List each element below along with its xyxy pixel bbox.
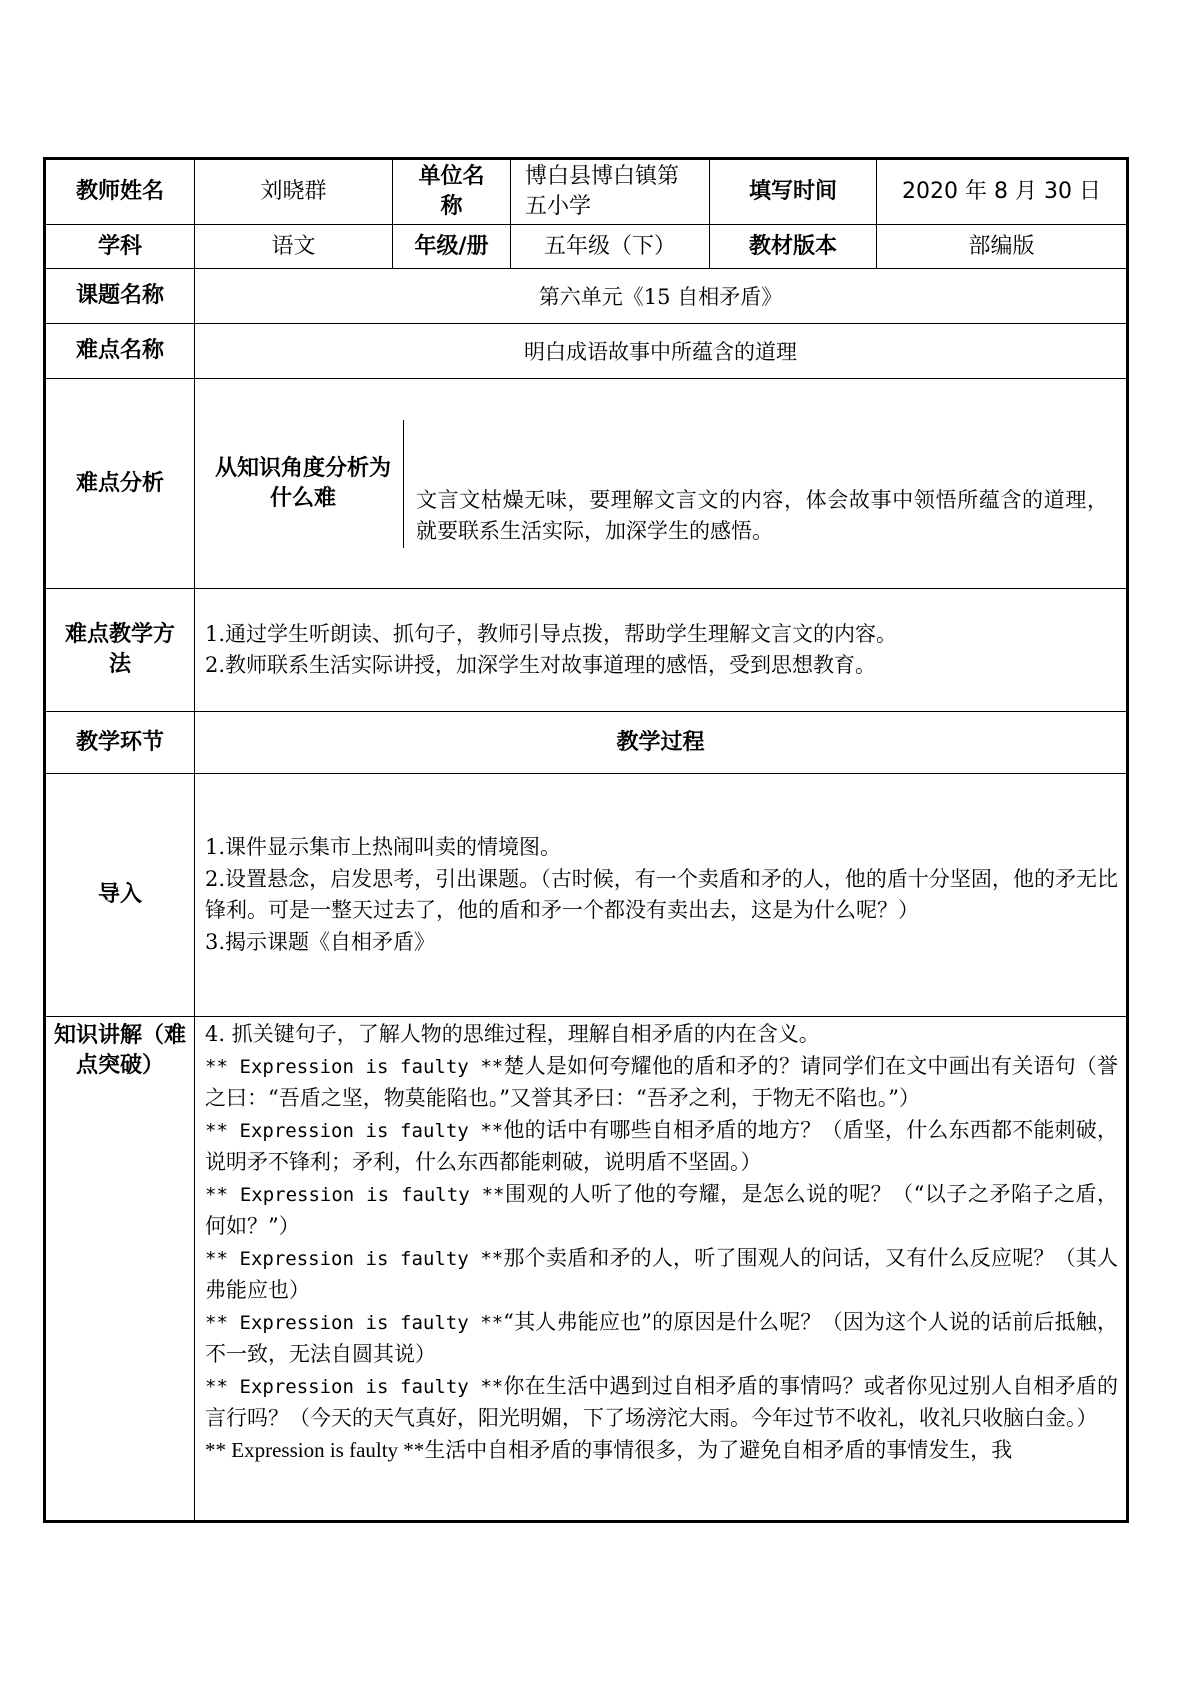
- unit-label-line-1: 单位名: [418, 164, 485, 189]
- knowledge-content: [195, 1017, 1128, 1522]
- date-label: 填写时间: [710, 159, 877, 225]
- header-row-1: [45, 159, 1128, 225]
- header-row-2: [45, 225, 1128, 269]
- edition-value: 部编版: [877, 225, 1128, 269]
- method-line-1: 1.通过学生听朗读、抓句子，教师引导点拨，帮助学生理解文言文的内容。: [205, 621, 898, 646]
- unit-value-line-1: 博白县博白镇第: [525, 164, 680, 189]
- intro-line-2: 2.设置悬念，启发思考，引出课题。（古时候，有一个卖盾和矛的人，他的盾十分坚固，他的矛无比锋利。可是一整天过去了，他的盾和矛一个都没有卖出去，这是为什么呢？）: [205, 866, 1118, 922]
- topic-label: 课题名称: [45, 269, 195, 324]
- analysis-text: 文言文枯燥无味，要理解文言文的内容，体会故事中领悟所蕴含的道理，就要联系生活实际，加深学生的感悟。: [416, 487, 1108, 543]
- difficulty-label: 难点名称: [45, 324, 195, 379]
- difficulty-row: [45, 324, 1128, 379]
- grade-label: 年级/册: [393, 225, 511, 269]
- knowledge-marker: ** Expression is faulty **: [205, 1375, 504, 1398]
- method-content: [195, 589, 1128, 712]
- analysis-sub-label: 从知识角度分析为什么难: [203, 420, 404, 548]
- subject-value: 语文: [195, 225, 393, 269]
- date-value: 2020 年 8 月 30 日: [877, 159, 1128, 225]
- knowledge-item-text: 他的话中有哪些自相矛盾的地方？（盾坚，什么东西都不能刺破，说明矛不锋利；矛利，什么东西都能刺破，说明盾不坚固。）: [205, 1117, 1118, 1174]
- knowledge-marker: ** Expression is faulty **: [205, 1247, 504, 1270]
- method-label: 难点教学方法: [45, 589, 195, 712]
- process-value: 教学过程: [195, 712, 1128, 774]
- knowledge-marker: ** Expression is faulty **: [205, 1183, 505, 1206]
- grade-value: 五年级（下）: [511, 225, 710, 269]
- knowledge-item: [205, 1371, 1118, 1435]
- knowledge-marker: ** Expression is faulty **: [205, 1119, 504, 1142]
- unit-label-line-2: 称: [440, 194, 463, 219]
- edition-label: 教材版本: [710, 225, 877, 269]
- knowledge-marker: ** Expression is faulty **: [205, 1311, 504, 1334]
- topic-row: [45, 269, 1128, 324]
- intro-line-3: 3.揭示课题《自相矛盾》: [205, 929, 436, 954]
- knowledge-item-text: 那个卖盾和矛的人，听了围观人的问话，又有什么反应呢？（其人弗能应也）: [205, 1245, 1118, 1302]
- knowledge-item: [205, 1179, 1118, 1243]
- intro-row: [45, 774, 1128, 1017]
- knowledge-item-text: 楚人是如何夸耀他的盾和矛的？请同学们在文中画出有关语句（誉之曰：“吾盾之坚，物莫能陷也。”又誉其矛曰：“吾矛之利，于物无不陷也。”）: [205, 1053, 1118, 1110]
- intro-label: 导入: [45, 774, 195, 1017]
- teacher-label: 教师姓名: [45, 159, 195, 225]
- knowledge-marker: ** Expression is faulty **: [205, 1437, 425, 1462]
- intro-content: [195, 774, 1128, 1017]
- knowledge-first-line: 4. 抓关键句子，了解人物的思维过程，理解自相矛盾的内在含义。: [205, 1022, 820, 1046]
- process-header-row: [45, 712, 1128, 774]
- method-line-2: 2.教师联系生活实际讲授，加深学生对故事道理的感悟，受到思想教育。: [205, 653, 877, 677]
- analysis-row: [45, 379, 1128, 589]
- knowledge-item-text: 围观的人听了他的夸耀，是怎么说的呢？（“以子之矛陷子之盾，何如？”）: [205, 1181, 1119, 1238]
- method-row: [45, 589, 1128, 712]
- teacher-value: 刘晓群: [195, 159, 393, 225]
- knowledge-item-text: 生活中自相矛盾的事情很多，为了避免自相矛盾的事情发生，我: [424, 1437, 1013, 1462]
- unit-label: [393, 159, 511, 225]
- knowledge-item: [205, 1051, 1118, 1115]
- difficulty-value: 明白成语故事中所蕴含的道理: [195, 324, 1128, 379]
- knowledge-item-text: 你在生活中遇到过自相矛盾的事情吗？或者你见过别人自相矛盾的言行吗？（今天的天气真好，阳光明媚，下了场滂沱大雨。今年过节不收礼，收礼只收脑白金。）: [205, 1373, 1118, 1430]
- unit-value: [511, 159, 710, 225]
- knowledge-item: [205, 1307, 1118, 1371]
- knowledge-label: 知识讲解（难点突破）: [45, 1017, 195, 1522]
- analysis-cell: [195, 379, 1128, 589]
- lesson-plan-table: [43, 157, 1129, 1523]
- knowledge-row: [45, 1017, 1128, 1522]
- unit-value-line-2: 五小学: [525, 194, 592, 219]
- knowledge-item: [205, 1115, 1118, 1179]
- intro-line-1: 1.课件显示集市上热闹叫卖的情境图。: [205, 835, 562, 859]
- topic-value: 第六单元《15 自相矛盾》: [195, 269, 1128, 324]
- knowledge-item-text: “其人弗能应也”的原因是什么呢？（因为这个人说的话前后抵触，不一致，无法自圆其说）: [205, 1309, 1118, 1366]
- knowledge-marker: ** Expression is faulty **: [205, 1055, 504, 1078]
- subject-label: 学科: [45, 225, 195, 269]
- process-label: 教学环节: [45, 712, 195, 774]
- analysis-label: 难点分析: [45, 379, 195, 589]
- knowledge-item: [205, 1243, 1118, 1307]
- knowledge-item: [205, 1435, 1118, 1467]
